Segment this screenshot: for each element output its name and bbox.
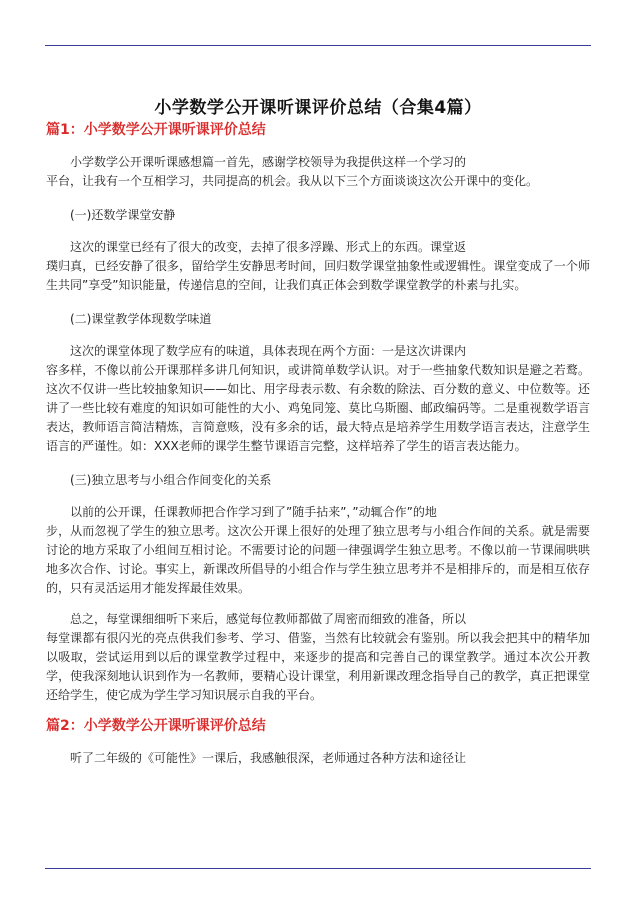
section-heading-2: 篇2：小学数学公开课听课评价总结	[46, 718, 266, 734]
paragraph: 步，从而忽视了学生的独立思考。这次公开课上很好的处理了独立思考与小组合作间的关系。就是需要讨论的地方采取了小组间互相讨论。不需要讨论的问题一律强调学生独立思考。不像以前一节课闹哄哄地多次合作、讨论。事实上，新课改所倡导的小组合作与学生独立思考并不是相排斥的，而是相互依存的，只有灵活运用才能发挥最佳效果。	[46, 524, 590, 595]
paragraph: 容多样，不像以前公开课那样多讲几何知识，或讲简单数学认识。对于一些抽象代数知识是避之若鹜。这次不仅讲一些比较抽象知识——如比、用字母表示数、有余数的除法、百分数的意义、中位数等。还讲了一些比较有难度的知识如可能性的大小、鸡兔同笼、莫比乌斯圈、邮政编码等。二是重视数学语言表达，教师语言简洁精炼，言简意赅，没有多余的话，最大特点是培养学生用数学语言表达，注意学生语言的严谨性。如：XXX老师的课学生整节课语言完整，这样培养了学生的语言表达能力。	[46, 363, 590, 453]
subsection-heading-1: (一)还数学课堂安静	[70, 208, 176, 222]
paragraph: 小学数学公开课听课感想篇一首先，感谢学校领导为我提供这样一个学习的	[70, 155, 467, 169]
document-body	[46, 119, 590, 768]
paragraph: 平台，让我有一个互相学习，共同提高的机会。我从以下三个方面谈谈这次公开课中的变化。	[46, 174, 539, 188]
paragraph: 总之，每堂课细细听下来后，感觉每位教师都做了周密而细致的准备，所以	[70, 612, 467, 626]
section-2-intro	[46, 749, 590, 768]
header-rule	[45, 45, 591, 46]
paragraph: 这次的课堂体现了数学应有的味道，具体表现在两个方面：一是这次讲课内	[70, 344, 467, 358]
subsection-3-body	[46, 503, 590, 598]
subsection-1-body	[46, 238, 590, 295]
subsection-heading-2: (二)课堂教学体现数学味道	[70, 312, 212, 326]
section-heading-1: 篇1：小学数学公开课听课评价总结	[46, 122, 266, 138]
paragraph: 听了二年级的《可能性》一课后，我感触很深，老师通过各种方法和途径让	[70, 751, 467, 765]
document-title: 小学数学公开课听课评价总结（合集4篇）	[154, 98, 482, 119]
paragraph: 璞归真，已经安静了很多，留给学生安静思考时间，回归数学课堂抽象性或逻辑性。课堂变成了一个师生共同”享受”知识能量，传递信息的空间，让我们真正体会到数学课堂教学的朴素与扎实。	[46, 259, 590, 292]
subsection-2-body	[46, 342, 590, 456]
section-1-intro	[46, 153, 590, 191]
paragraph: 以前的公开课，任课教师把合作学习到了”随手拈来”，”动辄合作”的地	[70, 505, 437, 519]
paragraph: 这次的课堂已经有了很大的改变，去掉了很多浮躁、形式上的东西。课堂返	[70, 240, 467, 254]
subsection-heading-3: (三)独立思考与小组合作间变化的关系	[70, 473, 272, 487]
conclusion	[46, 610, 590, 705]
footer-rule	[45, 868, 591, 869]
paragraph: 每堂课都有很闪光的亮点供我们参考、学习、借鉴，当然有比较就会有鉴别。所以我会把其中的精华加以吸取，尝试运用到以后的课堂教学过程中，来逐步的提高和完善自己的课堂教学。通过本次公开教学，使我深刻地认识到作为一名教师，要精心设计课堂，利用新课改理念指导自己的教学，真正把课堂还给学生，使它成为学生学习知识展示自我的平台。	[46, 631, 590, 702]
